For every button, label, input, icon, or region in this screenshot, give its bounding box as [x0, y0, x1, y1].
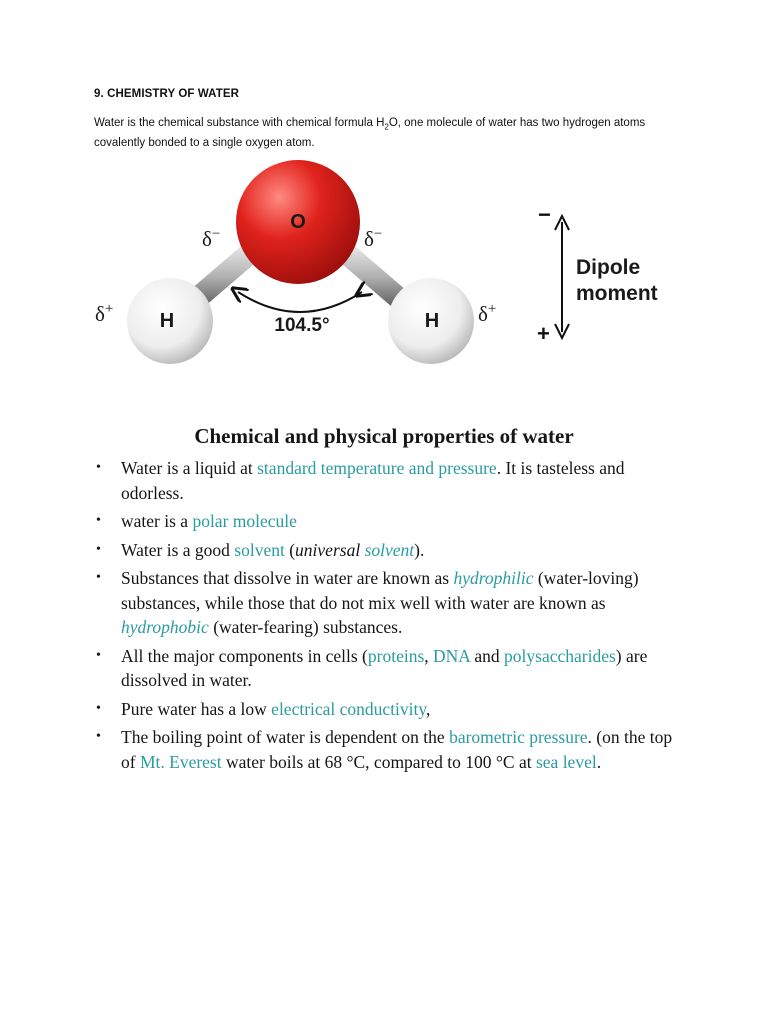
link-hydrophobic[interactable]: hydrophobic	[121, 617, 209, 637]
list-item: • Water is a good solvent (universal solvent).	[96, 538, 676, 563]
list-item: • All the major components in cells (proteins, DNA and polysaccharides) are dissolved in water.	[96, 645, 648, 690]
properties-list	[96, 456, 676, 778]
dipole-minus-sign: −	[538, 202, 551, 227]
list-item: • Substances that dissolve in water are known as hydrophilic (water-loving) substances, while those that do not mix well with water are known as hydrophobic (water-fearing) substances.	[96, 568, 639, 637]
bond-angle-label: 104.5°	[274, 315, 330, 336]
link-polysaccharides[interactable]: polysaccharides	[504, 645, 616, 666]
right-delta-minus: δ−	[364, 226, 383, 251]
list-item: • The boiling point of water is dependent on the barometric pressure. (on the top of Mt. Everest water boils at 68 °C, compared to 100 °C at sea level.	[96, 727, 673, 772]
right-hydrogen-label: H	[424, 310, 440, 332]
intro-paragraph: Water is the chemical substance with chemical formula $H_2O$, one molecule of water has two hydrogen atoms covalently bonded to a single oxygen atom.	[94, 117, 646, 150]
dipole-label-line2: moment	[576, 282, 658, 305]
bond-angle-arc	[238, 292, 362, 312]
link-mt-everest[interactable]: Mt. Everest	[139, 751, 222, 772]
bullet: •	[96, 460, 101, 475]
link-polar-molecule[interactable]: polar molecule	[192, 511, 297, 531]
oxygen-label: O	[290, 211, 306, 233]
link-proteins[interactable]: proteins	[367, 645, 425, 666]
left-delta-minus: δ−	[202, 226, 221, 251]
link-sea-level[interactable]: sea level	[535, 751, 597, 772]
bullet: •	[96, 541, 101, 557]
properties-title: Chemical and physical properties of water	[194, 424, 574, 448]
bullet: •	[96, 513, 101, 528]
left-delta-plus: δ+	[95, 301, 114, 326]
right-delta-plus: δ+	[478, 301, 497, 326]
bullet: •	[96, 647, 101, 663]
link-dna[interactable]: DNA	[433, 645, 470, 666]
link-universal-solvent[interactable]: solvent	[364, 539, 415, 560]
bullet: •	[96, 570, 101, 585]
bullet: •	[96, 729, 101, 744]
section-heading: 9. CHEMISTRY OF WATER	[94, 88, 240, 100]
list-item: • Pure water has a low electrical conductivity,	[96, 697, 676, 722]
link-standard-temperature-and-pressure[interactable]: standard temperature and pressure	[257, 458, 497, 478]
dipole-plus-sign: +	[537, 321, 550, 346]
water-molecule-diagram	[0, 150, 768, 380]
dipole-label-line1: Dipole	[576, 256, 641, 279]
link-hydrophilic[interactable]: hydrophilic	[453, 568, 534, 588]
left-hydrogen-label: H	[159, 310, 175, 332]
link-solvent[interactable]: solvent	[234, 539, 285, 560]
list-item: • Water is a liquid at standard temperature and pressure. It is tasteless and odorless.	[96, 458, 625, 503]
bullet: •	[96, 700, 101, 716]
link-electrical-conductivity[interactable]: electrical conductivity	[271, 698, 427, 719]
list-item: • water is a polar molecule	[96, 509, 676, 534]
link-barometric-pressure[interactable]: barometric pressure	[449, 727, 588, 747]
